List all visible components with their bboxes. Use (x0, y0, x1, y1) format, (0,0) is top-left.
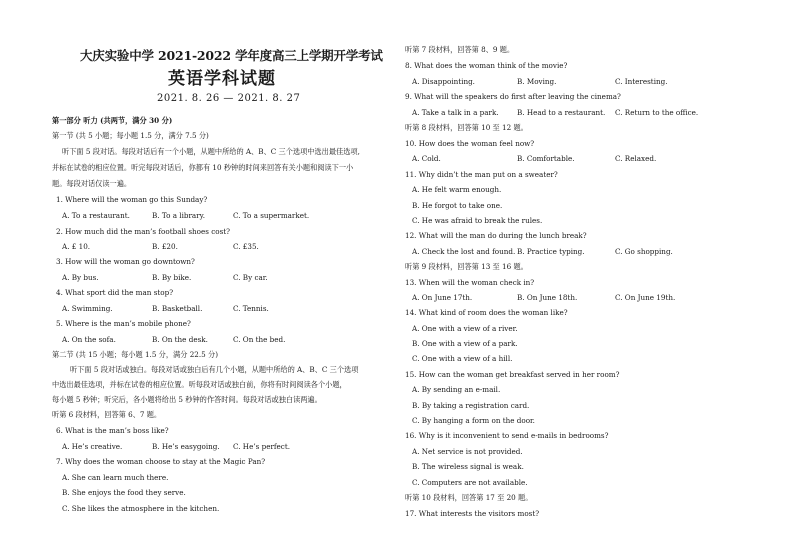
section1-instruction-line: 并标在试卷的相应位置。听完每段对话后，你都有 10 秒钟的时间来回答有关小题和阅读下一小 (52, 163, 354, 172)
school-title: 大庆实验中学 2021-2022 学年度高三上学期开学考试 (80, 48, 383, 63)
section2-instruction-line: 听下面 5 段对话或独白。每段对话或独白后有几个小题，从题中所给的 A、B、C 三个选项 (70, 365, 359, 374)
option-c: C. Return to the office. (615, 108, 699, 117)
passage-instruction: 听第 9 段材料，回答第 13 至 16 题。 (405, 262, 528, 271)
question-stem: 17. What interests the visitors most? (405, 509, 540, 518)
option-c: C. He was afraid to break the rules. (412, 216, 543, 225)
option-a: A. Disappointing. (412, 77, 475, 86)
passage-instruction: 听第 10 段材料，回答第 17 至 20 题。 (405, 493, 533, 502)
option-c: C. On the bed. (233, 335, 286, 344)
option-a: A. By bus. (62, 273, 99, 282)
option-b: B. £20. (152, 242, 178, 251)
option-a: A. He felt warm enough. (412, 185, 502, 194)
part1-heading: 第一部分 听力 (共两节，满分 30 分) (52, 116, 173, 125)
question-stem: 14. What kind of room does the woman like? (405, 308, 568, 317)
option-c: C. She likes the atmosphere in the kitchen. (62, 504, 220, 513)
passage-instruction: 听第 7 段材料，回答第 8、9 题。 (405, 45, 515, 54)
question-stem: 2. How much did the man’s football shoes cost? (56, 227, 231, 236)
question-stem: 7. Why does the woman choose to stay at the Magic Pan? (56, 457, 266, 466)
option-c: C. Tennis. (233, 304, 269, 313)
option-a: A. £ 10. (62, 242, 91, 251)
option-a: A. Swimming. (62, 304, 113, 313)
option-c: C. £35. (233, 242, 259, 251)
option-c: C. He’s perfect. (233, 442, 290, 451)
passage-instruction: 听第 6 段材料，回答第 6、7 题。 (52, 410, 162, 419)
option-b: B. Comfortable. (517, 154, 575, 163)
option-c: C. Go shopping. (615, 247, 673, 256)
option-b: B. To a library. (152, 211, 206, 220)
option-a: A. Net service is not provided. (412, 447, 523, 456)
section1-instruction-line: 题。每段对话仅读一遍。 (52, 179, 132, 188)
option-b: B. Practice typing. (517, 247, 585, 256)
section1-heading: 第一节 (共 5 小题；每小题 1.5 分，满分 7.5 分) (52, 131, 209, 140)
option-a: A. One with a view of a river. (412, 324, 518, 333)
question-stem: 5. Where is the man’s mobile phone? (56, 319, 191, 328)
option-b: B. By bike. (152, 273, 192, 282)
question-stem: 9. What will the speakers do first after leaving the cinema? (405, 92, 621, 101)
option-a: A. To a restaurant. (62, 211, 130, 220)
section2-heading: 第二节 (共 15 小题；每小题 1.5 分，满分 22.5 分) (52, 350, 218, 359)
option-c: C. One with a view of a hill. (412, 354, 513, 363)
option-c: C. On June 19th. (615, 293, 676, 302)
question-stem: 13. When will the woman check in? (405, 278, 535, 287)
option-c: C. Relaxed. (615, 154, 657, 163)
option-c: C. By car. (233, 273, 268, 282)
passage-instruction: 听第 8 段材料，回答第 10 至 12 题。 (405, 123, 528, 132)
option-b: B. Basketball. (152, 304, 203, 313)
question-stem: 8. What does the woman think of the movie? (405, 61, 568, 70)
question-stem: 3. How will the woman go downtown? (56, 257, 195, 266)
option-b: B. By taking a registration card. (412, 401, 530, 410)
option-a: A. Take a talk in a park. (412, 108, 499, 117)
option-c: C. To a supermarket. (233, 211, 310, 220)
subject-title: 英语学科试题 (168, 69, 276, 89)
section2-instruction-line: 中选出最佳选项，并标在试卷的相应位置。听每段对话或独白前，你将有时间阅读各个小题， (52, 380, 347, 389)
option-b: B. Head to a restaurant. (517, 108, 606, 117)
option-a: A. Check the lost and found. (412, 247, 516, 256)
option-b: B. On June 18th. (517, 293, 578, 302)
option-a: A. By sending an e-mail. (412, 385, 501, 394)
exam-date: 2021. 8. 26 — 2021. 8. 27 (157, 93, 301, 104)
option-b: B. He forgot to take one. (412, 201, 503, 210)
question-stem: 10. How does the woman feel now? (405, 139, 535, 148)
question-stem: 16. Why is it inconvenient to send e-mails in bedrooms? (405, 431, 609, 440)
option-b: B. One with a view of a park. (412, 339, 518, 348)
question-stem: 4. What sport did the man stop? (56, 288, 174, 297)
option-c: C. Computers are not available. (412, 478, 528, 487)
question-stem: 12. What will the man do during the lunch break? (405, 231, 587, 240)
option-a: A. He’s creative. (62, 442, 123, 451)
option-b: B. The wireless signal is weak. (412, 462, 524, 471)
question-stem: 6. What is the man’s boss like? (56, 426, 169, 435)
question-stem: 11. Why didn’t the man put on a sweater? (405, 170, 558, 179)
option-b: B. Moving. (517, 77, 557, 86)
option-a: A. On June 17th. (412, 293, 473, 302)
option-c: C. By hanging a form on the door. (412, 416, 535, 425)
question-stem: 1. Where will the woman go this Sunday? (56, 195, 208, 204)
option-b: B. On the desk. (152, 335, 208, 344)
section1-instruction-line: 听下面 5 段对话。每段对话后有一个小题，从题中所给的 A、B、C 三个选项中选出最佳选项, (62, 147, 360, 156)
question-stem: 15. How can the woman get breakfast served in her room? (405, 370, 620, 379)
option-a: A. On the sofa. (62, 335, 116, 344)
section2-instruction-line: 每小题 5 秒钟；听完后，各小题将给出 5 秒钟的作答时间。每段对话或独白读两遍。 (52, 395, 322, 404)
option-a: A. Cold. (412, 154, 441, 163)
option-b: B. She enjoys the food they serve. (62, 488, 186, 497)
option-b: B. He’s easygoing. (152, 442, 220, 451)
option-c: C. Interesting. (615, 77, 668, 86)
option-a: A. She can learn much there. (62, 473, 169, 482)
